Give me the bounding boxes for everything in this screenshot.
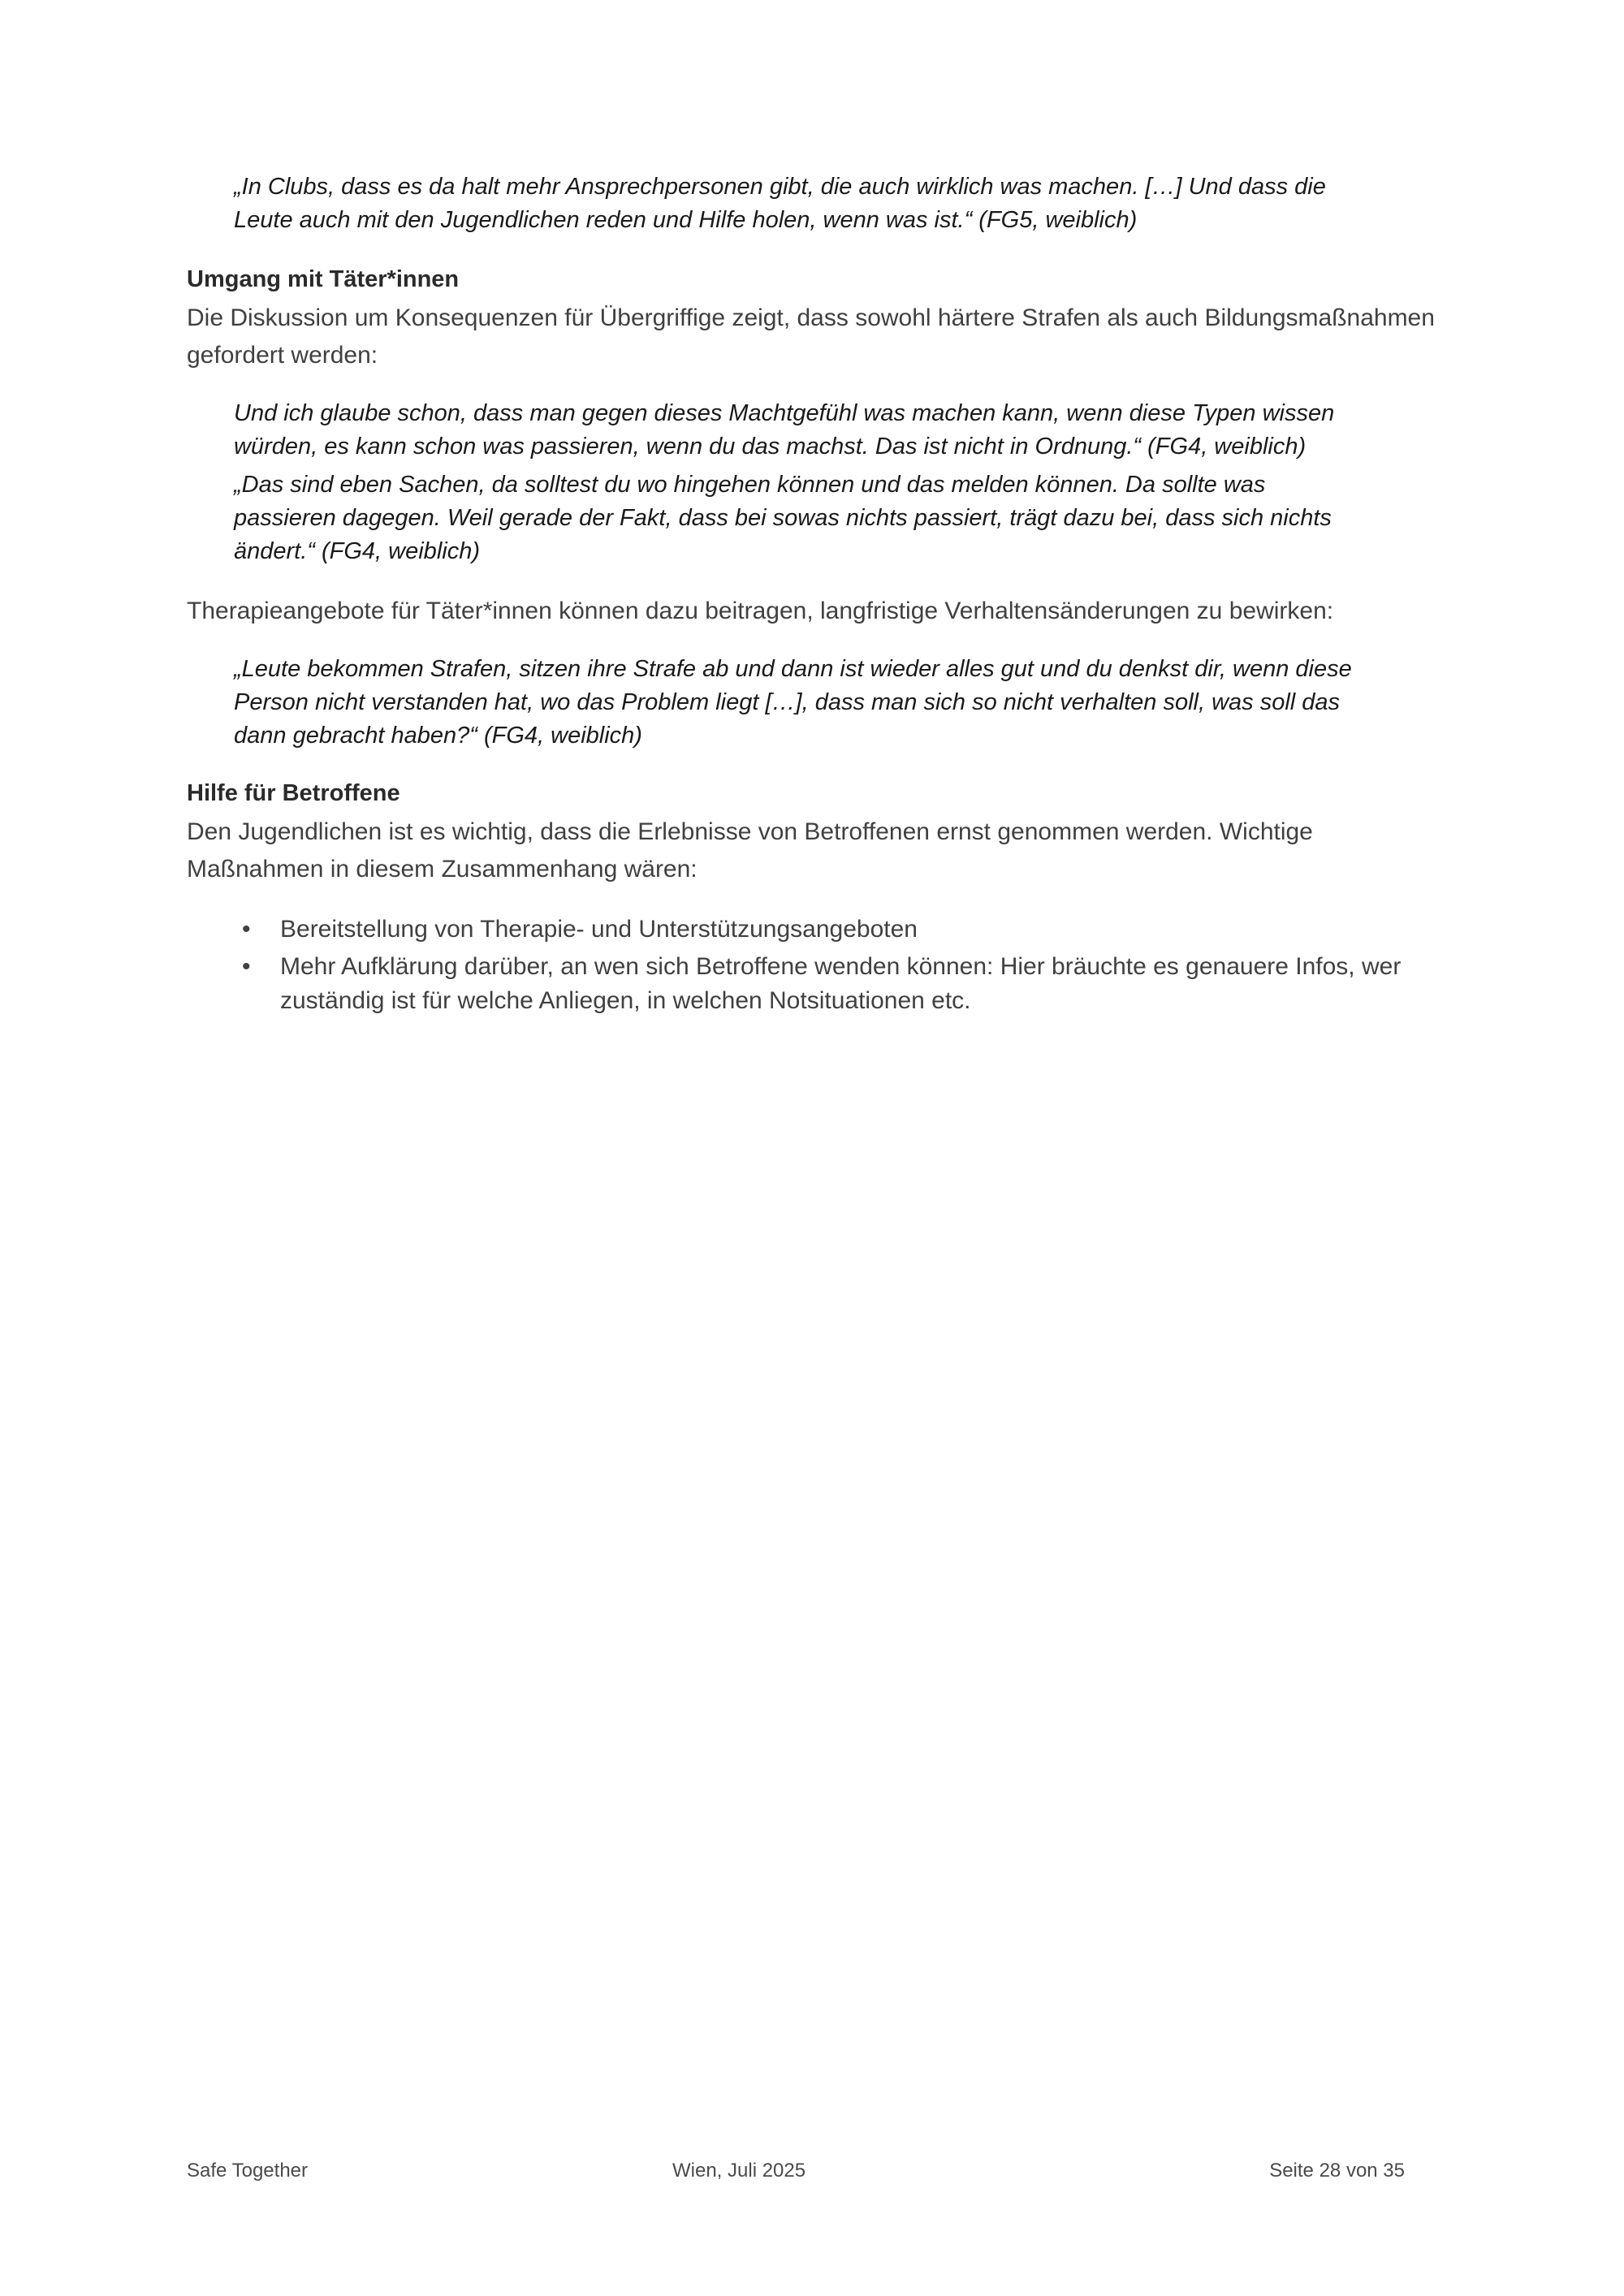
quote-text: „In Clubs, dass es da halt mehr Ansprechpersonen gibt, die auch wirklich was machen. […] Und dass die Leute auch mit den Jugendlichen reden und Hilfe holen, wenn was ist.“ (FG5, weiblich) [234, 174, 1326, 233]
footer-date: Wien, Juli 2025 [672, 2160, 806, 2182]
quote-block-clubs [234, 170, 1363, 237]
footer-page-number: Seite 28 von 35 [1269, 2160, 1405, 2182]
list-item-text: Bereitstellung von Therapie- und Unterstützungsangeboten [280, 916, 918, 943]
list-item-text: Mehr Aufklärung darüber, an wen sich Betroffene wenden können: Hier bräuchte es genauere Infos, wer zuständig ist für welche Anliegen, in welchen Notsituationen etc. [280, 953, 1402, 1014]
section-heading-help: Hilfe für Betroffene [187, 780, 400, 806]
paragraph-help-intro: Den Jugendlichen ist es wichtig, dass die Erlebnisse von Betroffenen ernst genommen werden. Wichtige Maßnahmen in diesem Zusammenhang wären: [187, 818, 1313, 883]
page-content [187, 170, 1453, 1021]
paragraph-perpetrators-intro: Die Diskussion um Konsequenzen für Übergriffige zeigt, dass sowohl härtere Strafen als auch Bildungsmaßnahmen gefordert werden: [187, 304, 1435, 369]
quote-text: Und ich glaube schon, dass man gegen dieses Machtgefühl was machen kann, wenn diese Typen wissen würden, es kann schon was passieren, wenn du das machst. Das ist nicht in Ordnung.“ (FG4, weiblich) [234, 400, 1335, 460]
quote-text: „Das sind eben Sachen, da solltest du wo hingehen können und das melden können. Da sollte was passieren dagegen. Weil gerade der Fakt, dass bei sowas nichts passiert, trägt dazu bei, dass sich nichts ändert.“ (FG4, weiblich) [234, 472, 1332, 564]
help-measures-list [242, 913, 1453, 1018]
list-item [242, 913, 1453, 947]
footer-title: Safe Together [187, 2160, 309, 2182]
quote-block-perpetrators [234, 397, 1363, 568]
quote-text: „Leute bekommen Strafen, sitzen ihre Strafe ab und dann ist wieder alles gut und du denkst dir, wenn diese Person nicht verstanden hat, wo das Problem liegt […], dass man sich so nicht verhalten soll, was soll das dann gebracht haben?“ (FG4, weiblich) [234, 656, 1352, 749]
quote-block-therapy [234, 653, 1363, 753]
bullet-icon: • [242, 916, 251, 943]
section-heading-perpetrators: Umgang mit Täter*innen [187, 266, 460, 292]
list-item [242, 950, 1453, 1018]
paragraph-therapy: Therapieangebote für Täter*innen können dazu beitragen, langfristige Verhaltensänderungen zu bewirken: [187, 598, 1334, 624]
bullet-icon: • [242, 953, 251, 980]
